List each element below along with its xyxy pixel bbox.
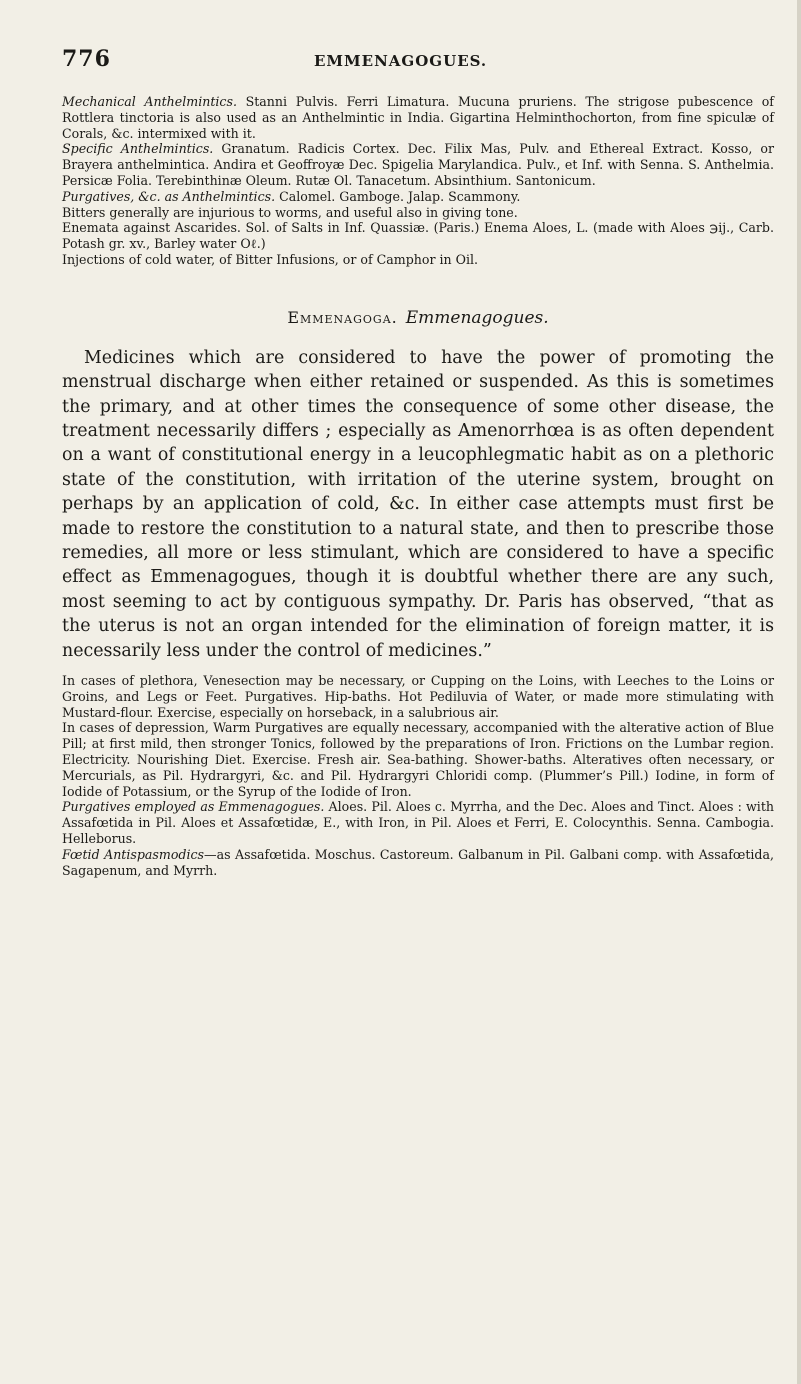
anthelmintic-entry: Purgatives, &c. as Anthelmintics. Calomel. Gamboge. Jalap. Scammony. <box>62 188 521 204</box>
anthelmintic-entry: Specific Anthelmintics. Granatum. Radicis Cortex. Dec. Filix Mas, Pulv. and Ethereal Extract. Kosso, or Brayera anthelmintica. Andira et Geoffroyæ Dec. Spigelia Marylandica. Pulv., et Inf. with Senna. S. Anthelmia. Persicæ Folia. Terebinthinæ Oleum. Rutæ Ol. Tanacetum. Absinthium. Santonicum. <box>62 141 775 188</box>
treatment-list <box>62 673 774 878</box>
page-header <box>62 46 774 80</box>
anthelmintic-entry: Bitters generally are injurious to worms, and useful also in giving tone. <box>62 204 518 220</box>
main-text <box>62 346 774 663</box>
treatment-entry: In cases of depression, Warm Purgatives are equally necessary, accompanied with the alterative action of Blue Pill; at first mild, then stronger Tonics, followed by the preparations of Iron. Frictions on the Lumbar region. Electricity. Nourishing Diet. Exercise. Fresh air. Sea-bathing. Shower-baths. Alteratives often necessary, or Mercurials, as Pil. Hydrargyri, &c. and Pil. Hydrargyri Chloridi comp. (Plummer’s Pill.) Iodine, in form of Iodide of Potassium, or the Syrup of the Iodide of Iron. <box>62 720 774 799</box>
main-paragraph: Medicines which are considered to have the power of promoting the menstrual discharge when either retained or suspended. As this is sometimes the primary, and at other times the consequence of some other disease, the treatment necessarily differs ; especially as Amenorrhœa is as often dependent on a want of constitutional energy in a leucophlegmatic habit as on a plethoric state of the constitution, with irritation of the uterine system, brought on perhaps by an application of cold, &c. In either case attempts must first be made to restore the constitution to a natural state, and then to prescribe those remedies, all more or less stimulant, which are considered to have a specific effect as Emmenagogues, though it is doubtful whether there are any such, most seeming to act by contiguous sympathy. Dr. Paris has observed, “that as the uterus is not an organ intended for the elimination of foreign matter, it is necessarily less under the control of medicines.” <box>62 347 774 661</box>
page-edge <box>797 0 801 1384</box>
anthelmintic-entry: Mechanical Anthelmintics. Stanni Pulvis. Ferri Limatura. Mucuna pruriens. The strigose pubescence of Rottlera tinctoria is also used as an Anthelmintic in India. Gigartina Helminthochorton, from fine spiculæ of Corals, &c. intermixed with it. <box>62 94 774 141</box>
anthelmintics-list <box>62 94 774 268</box>
running-head: EMMENAGOGUES. <box>314 52 488 70</box>
anthelmintic-entry: Enemata against Ascarides. Sol. of Salts in Inf. Quassiæ. (Paris.) Enema Aloes, L. (made with Aloes ℈ij., Carb. Potash gr. xv., Barley water Oℓ.) <box>62 220 774 252</box>
treatment-entry: Fœtid Antispasmodics—as Assafœtida. Moschus. Castoreum. Galbanum in Pil. Galbani comp. with Assafœtida, Sagapenum, and Myrrh. <box>62 846 774 878</box>
treatment-entry: Purgatives employed as Emmenagogues. Aloes. Pil. Aloes c. Myrrha, and the Dec. Aloes and Tinct. Aloes : with Assafœtida in Pil. Aloes et Assafœtidæ, E., with Iron, in Pil. Aloes et Ferri, E. Colocynthis. Senna. Cambogia. Helleborus. <box>62 799 775 847</box>
treatment-entry: In cases of plethora, Venesection may be necessary, or Cupping on the Loins, with Leeches to the Loins or Groins, and Legs or Feet. Purgatives. Hip-baths. Hot Pediluvia of Water, or made more stimulating with Mustard-flour. Exercise, especially on horseback, in a salubrious air. <box>62 673 774 720</box>
book-page <box>62 46 774 878</box>
section-subtitle: Emmenagogues. <box>405 307 549 328</box>
section-heading <box>62 308 774 328</box>
anthelmintic-entry: Injections of cold water, of Bitter Infusions, or of Camphor in Oil. <box>62 251 479 267</box>
section-title: Emmenagoga. <box>287 307 398 327</box>
page-number: 776 <box>62 46 111 72</box>
